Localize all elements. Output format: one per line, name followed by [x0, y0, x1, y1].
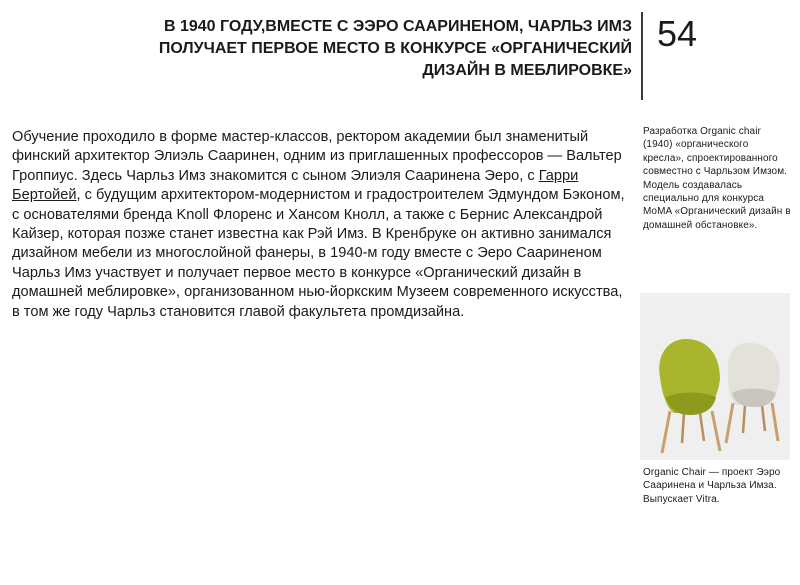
photo-caption-top: Разработка Organic chair (1940) «органического кресла», спроектированного совместно с Чарльзом Имзом. Модель создавалась специально для конкурса MoMA «Органический дизайн в домашней обстановке». — [643, 126, 791, 231]
paragraph-text-start: Обучение проходило в форме мастер-классов, ректором академии был знаменитый финский архитектор Элиэль Сааринен, одним из приглашенных профессоров — Вальтер Гроппиус. Здесь Чарльз Имз знакомится с сыном Элиэля Сааринена Эеро, с — [12, 129, 622, 184]
harry-bertoia-link[interactable]: Гарри Бертойей — [12, 167, 579, 204]
slide-title: В 1940 ГОДУ,ВМЕСТЕ С ЭЭРО СААРИНЕНОМ, ЧАРЛЬЗ ИМЗ ПОЛУЧАЕТ ПЕРВОЕ МЕСТО В КОНКУРСЕ «ОРГАНИЧЕСКИЙ ДИЗАЙН В МЕБЛИРОВКЕ» — [158, 18, 632, 79]
photo-caption-bottom: Organic Chair — проект Ээро Сааринена и Чарльза Имза. Выпускает Vitra. — [643, 467, 781, 505]
organic-chairs-photo — [640, 293, 790, 460]
page-number: 54 — [657, 13, 698, 54]
organic-chairs-illustration — [640, 293, 790, 460]
main-paragraph — [12, 128, 630, 322]
paragraph-text-end: , с будущим архитектором-модернистом и градостроителем Эдмундом Бэконом, с основателями бренда Knoll Флоренс и Хансом Кнолл, а также с Бернис Александрой Кайзер, которая позже станет известна как Рэй Имз. В Кренбруке он активно занимался дизайном мебели из многослойной фанеры, в 1940-м году вместе с Эеро Саариненом Чарльз Имз участвует и получает первое место в конкурсе «Органический дизайн в домашней меблировке», организованном нью-йоркским Музеем современного искусства, в том же году Чарльз становится главой факультета промдизайна. — [12, 187, 625, 320]
title-divider — [641, 12, 643, 100]
